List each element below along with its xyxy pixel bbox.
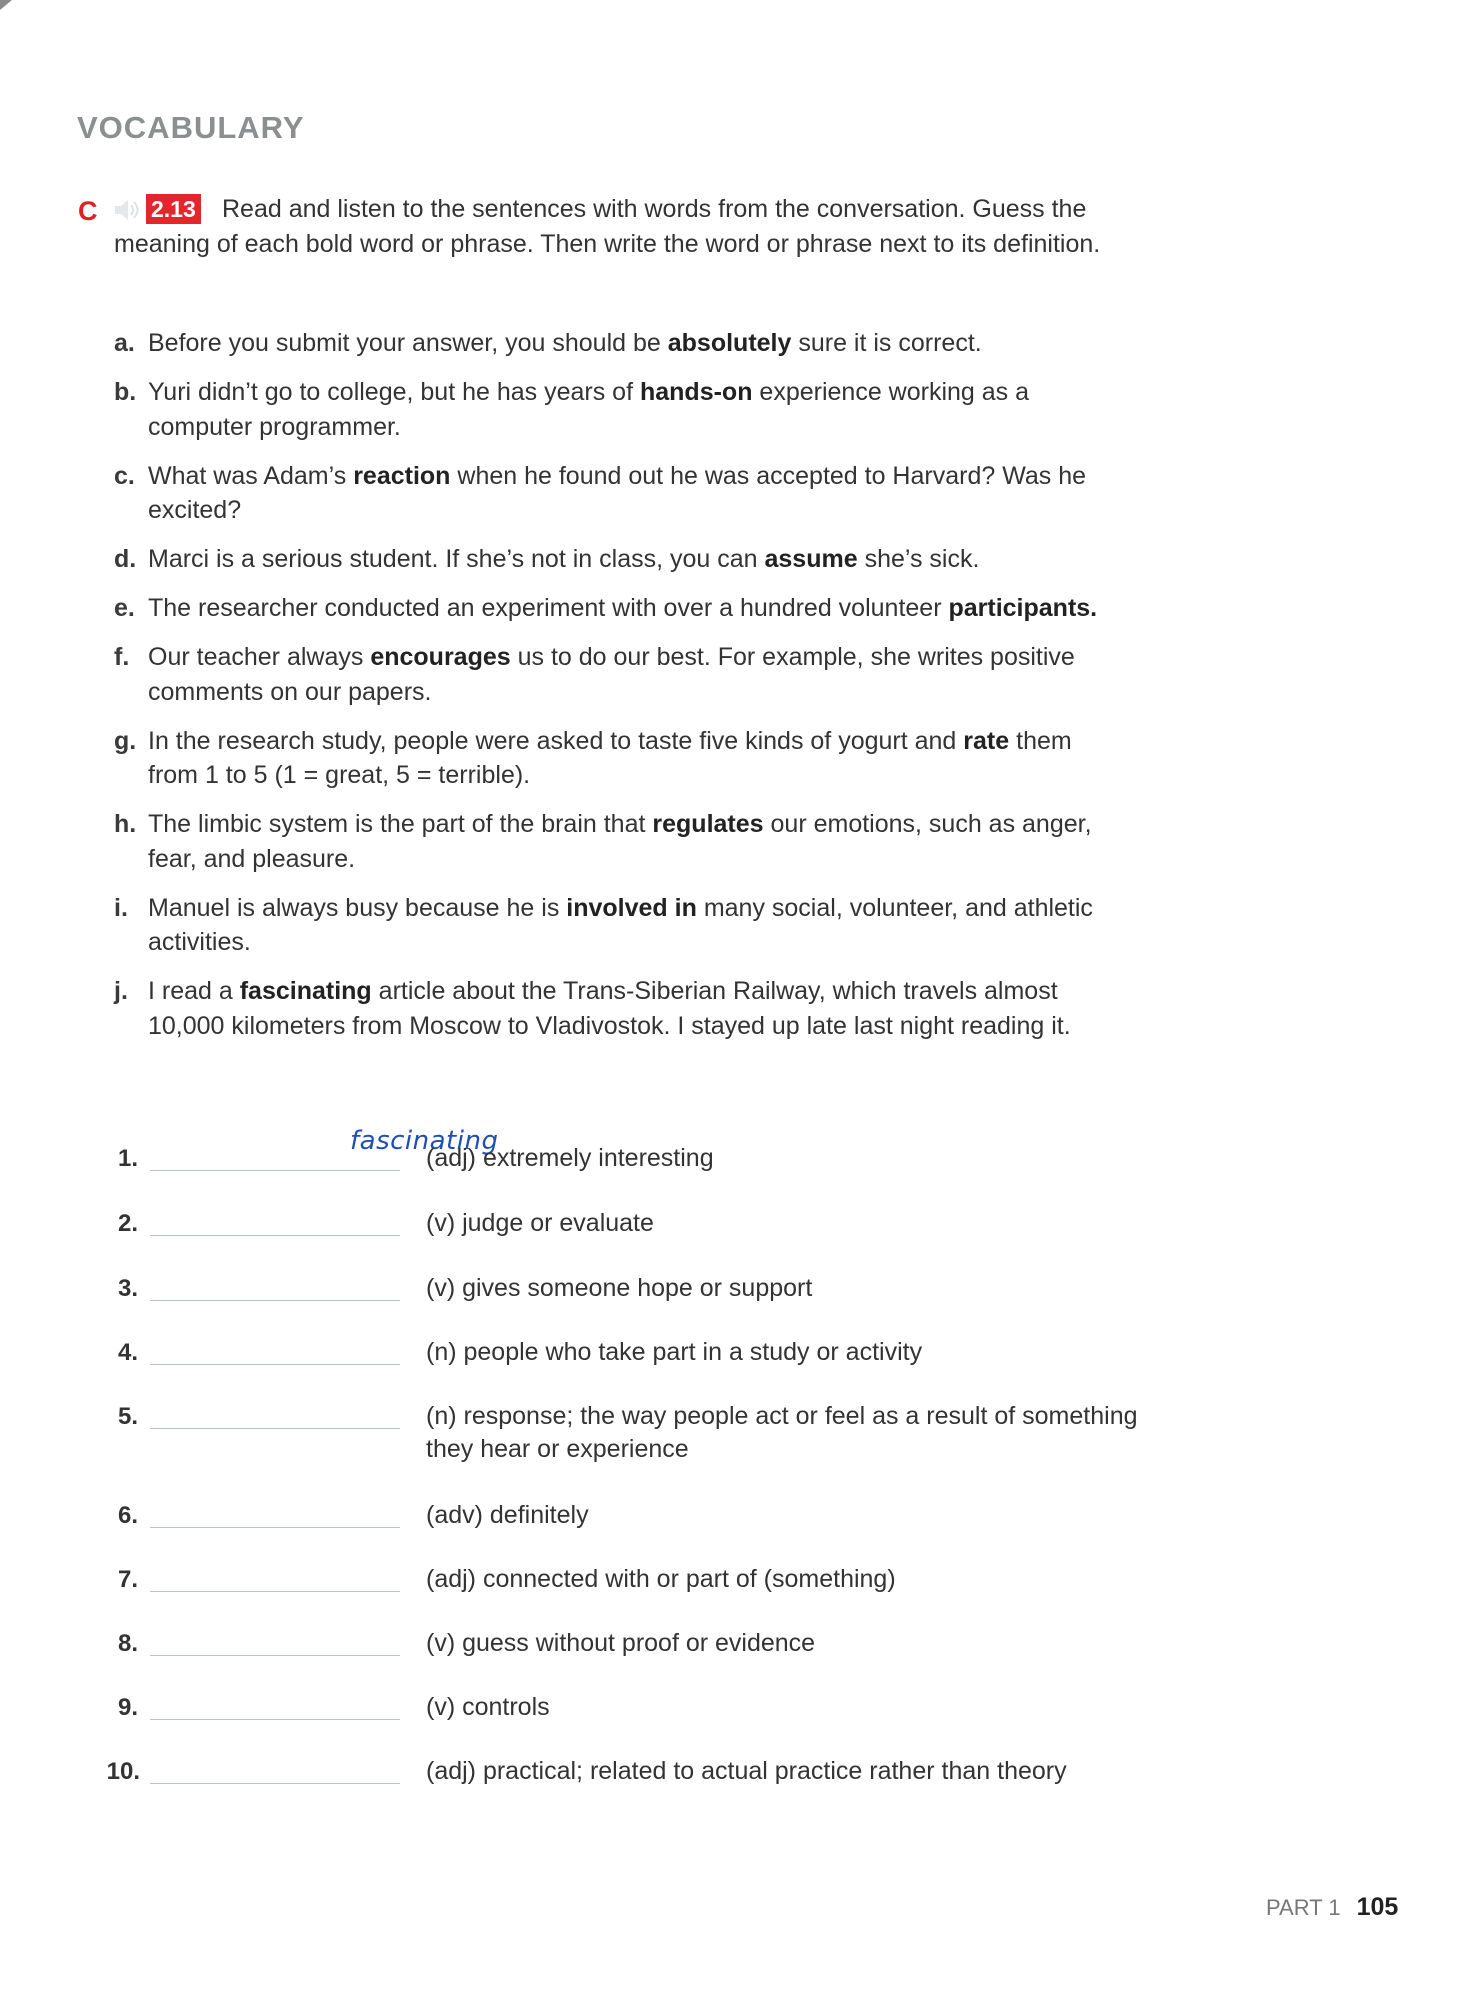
definition-text: (adv) definitely — [426, 1501, 589, 1529]
answer-blank[interactable] — [150, 1330, 400, 1365]
handwritten-answer: fascinating — [350, 1126, 499, 1156]
vocabulary-word: encourages — [370, 643, 511, 671]
vocabulary-word: rate — [963, 726, 1010, 755]
sentence-text: she’s sick. — [857, 545, 980, 573]
activity-letter: C — [78, 196, 98, 226]
answer-blank[interactable] — [150, 1201, 400, 1236]
definition-text: (v) controls — [426, 1693, 550, 1721]
answer-number: 4. — [117, 1339, 138, 1366]
answer-number: 3. — [117, 1275, 138, 1302]
definition-text: (n) response; the way people act or feel as a result of something they hear or experience — [426, 1402, 1138, 1463]
sentence-item — [114, 974, 1114, 1043]
answer-number: 5. — [117, 1403, 138, 1430]
vocabulary-word: involved in — [566, 893, 697, 922]
answer-number: 7. — [117, 1566, 138, 1593]
sentence-text: experience working as a computer programmer. — [148, 378, 1030, 441]
sentence-item — [114, 326, 1114, 361]
sentence-item — [114, 591, 1114, 626]
answer-number: 2. — [117, 1210, 138, 1237]
answer-blank[interactable] — [150, 1749, 400, 1784]
sentence-letter: b. — [114, 378, 137, 406]
sentence-letter: i. — [114, 893, 128, 922]
track-badge: 2.13 — [146, 194, 201, 224]
sentence-text: article about the Trans-Siberian Railway, which travels almost 10,000 kilometers from Moscow to Vladivostok. I stayed up late last night reading it. — [148, 977, 1071, 1040]
sentence-letter: a. — [114, 329, 135, 357]
answer-blank[interactable] — [150, 1621, 400, 1656]
definition-text: (v) guess without proof or evidence — [426, 1629, 816, 1657]
definition-text: (v) gives someone hope or support — [426, 1274, 813, 1302]
sentence-text: In the research study, people were asked to taste five kinds of yogurt and — [148, 726, 964, 755]
footer-part: PART 1 — [1266, 1895, 1341, 1920]
sentence-item — [114, 542, 1114, 577]
definition-text: (n) people who take part in a study or activity — [426, 1338, 923, 1366]
sentence-letter: j. — [114, 977, 128, 1005]
sentence-text: The limbic system is the part of the brain that — [148, 810, 653, 838]
vocabulary-word: regulates — [652, 810, 764, 838]
section-title: VOCABULARY — [77, 110, 305, 145]
sentence-list — [114, 326, 1114, 1058]
definition-text: (adj) connected with or part of (something) — [426, 1565, 896, 1593]
sentence-item — [114, 459, 1114, 528]
activity-instructions: Read and listen to the sentences with words from the conversation. Guess the meaning of each bold word or phrase. Then write the word or phrase next to its definition. — [114, 195, 1101, 258]
sentence-letter: h. — [114, 810, 137, 838]
sentence-letter: c. — [114, 461, 135, 490]
sentence-item — [114, 891, 1114, 960]
vocabulary-word: absolutely — [667, 329, 792, 357]
vocabulary-word: fascinating — [239, 977, 372, 1005]
answer-number: 9. — [117, 1694, 138, 1721]
sentence-letter: d. — [114, 545, 137, 573]
sentence-text: Our teacher always — [148, 643, 371, 671]
sentence-item — [114, 640, 1114, 709]
answer-number: 1. — [117, 1145, 138, 1172]
answer-blank[interactable] — [150, 1394, 400, 1429]
sentence-text: Marci is a serious student. If she’s not in class, you can — [148, 545, 765, 573]
answer-number: 8. — [117, 1630, 138, 1657]
sentence-letter: e. — [114, 594, 135, 622]
sentence-item — [114, 807, 1114, 876]
corner-mark — [0, 0, 12, 10]
answer-blank[interactable] — [150, 1557, 400, 1592]
sentence-letter: g. — [114, 726, 137, 755]
sentence-text: Before you submit your answer, you should be — [148, 329, 668, 357]
answer-blank[interactable] — [150, 1126, 499, 1171]
definition-text: (adj) practical; related to actual practice rather than theory — [426, 1757, 1067, 1785]
vocabulary-word: assume — [764, 545, 858, 573]
sentence-text: Manuel is always busy because he is — [148, 893, 567, 922]
definition-text: (adj) extremely interesting — [426, 1144, 714, 1172]
answer-number: 10. — [106, 1758, 140, 1785]
sentence-text: sure it is correct. — [791, 329, 982, 357]
sentence-text: The researcher conducted an experiment with over a hundred volunteer — [148, 594, 949, 622]
sentence-text: our emotions, such as anger, fear, and pleasure. — [148, 810, 1092, 873]
sentence-item — [114, 375, 1114, 444]
sentence-text: them from 1 to 5 (1 = great, 5 = terrible). — [148, 726, 1072, 789]
sentence-text: Yuri didn’t go to college, but he has years of — [148, 378, 640, 406]
answer-number: 6. — [117, 1502, 138, 1529]
sentence-text: many social, volunteer, and athletic activities. — [148, 893, 1093, 956]
answer-blank[interactable] — [150, 1266, 400, 1301]
sentence-letter: f. — [114, 643, 130, 671]
sentence-text: What was Adam’s — [148, 461, 354, 490]
vocabulary-word: reaction — [353, 461, 451, 490]
answer-blank[interactable] — [150, 1685, 400, 1720]
sentence-text: us to do our best. For example, she writes positive comments on our papers. — [148, 643, 1075, 706]
definition-text: (v) judge or evaluate — [426, 1209, 654, 1237]
vocabulary-word: hands-on — [639, 378, 753, 406]
sentence-item — [114, 724, 1114, 793]
answer-blank[interactable] — [150, 1493, 400, 1528]
sentence-text: when he found out he was accepted to Harvard? Was he excited? — [148, 461, 1087, 524]
page-footer — [1266, 1893, 1398, 1922]
page-number: 105 — [1356, 1893, 1399, 1921]
sentence-text: I read a — [148, 977, 240, 1005]
vocabulary-word: participants. — [948, 594, 1098, 622]
